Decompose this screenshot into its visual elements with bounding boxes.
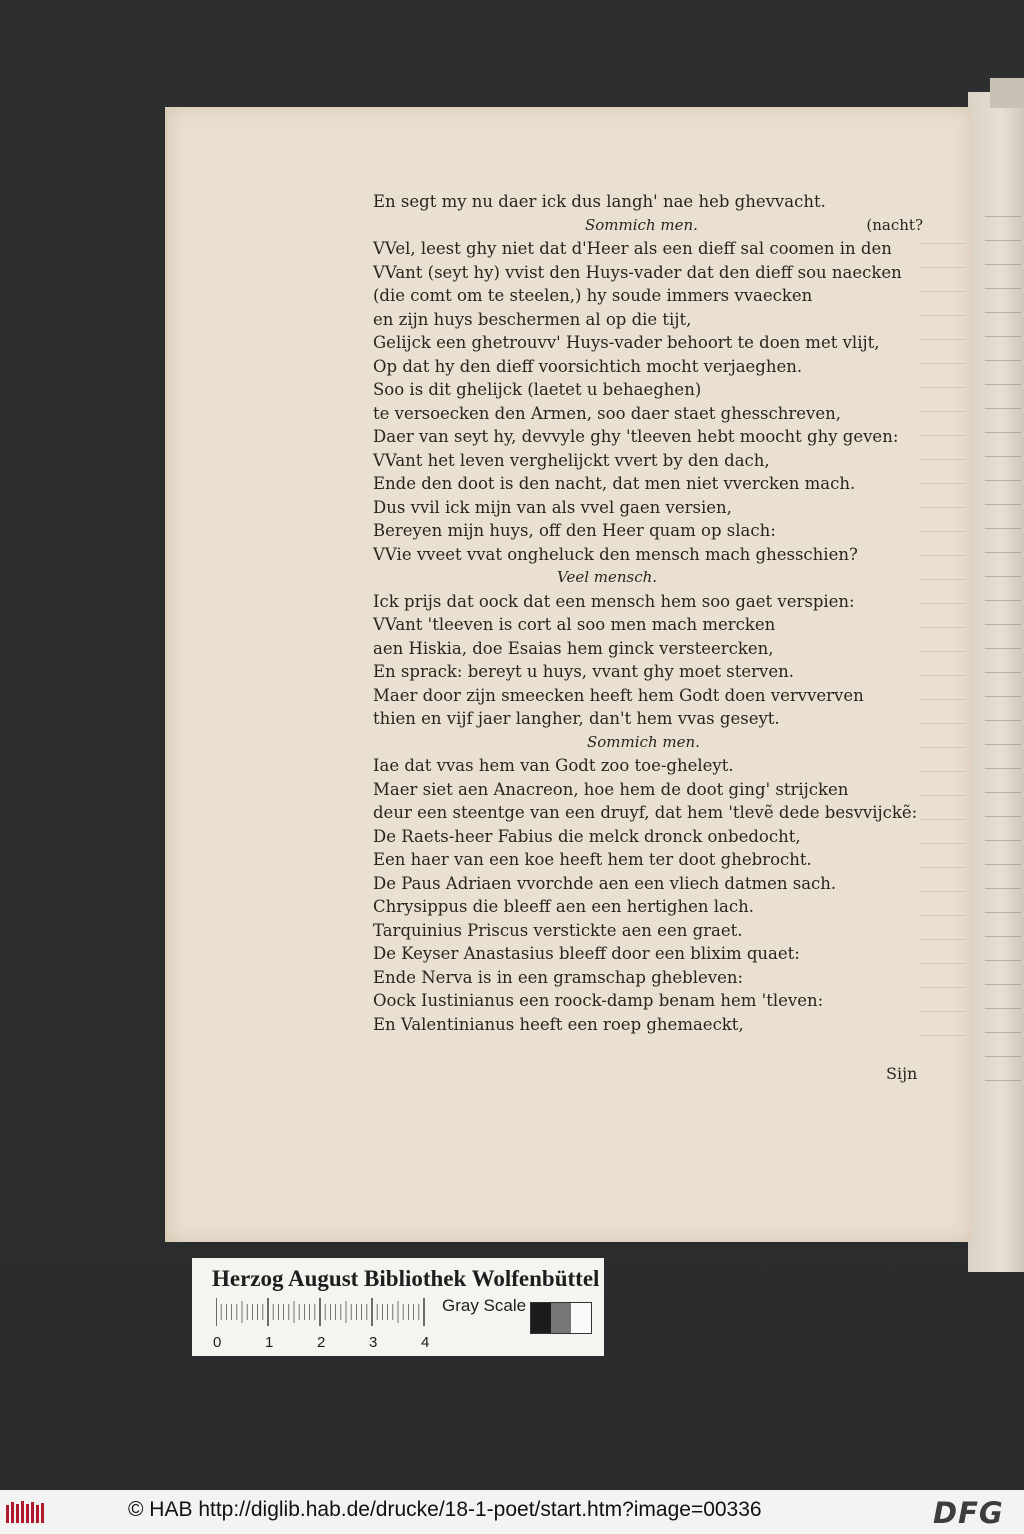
text-line: En Valentinianus heeft een roep ghemaeckt, [373, 1014, 744, 1034]
speaker-heading: Sommich men. [585, 215, 698, 234]
text-line: aen Hiskia, doe Esaias hem ginck versteercken, [373, 638, 774, 658]
ruler-scale [216, 1298, 426, 1326]
facing-page-text-bleed [985, 200, 1021, 1100]
ruler-number: 1 [265, 1334, 274, 1351]
text-line: Een haer van een koe heeft hem ter doot ghebrocht. [373, 850, 812, 869]
text-line: Bereyen mijn huys, off den Heer quam op slach: [373, 521, 776, 540]
library-title: Herzog August Bibliothek Wolfenbüttel [212, 1266, 600, 1291]
text-line: thien en vijf jaer langher, dan't hem vvas geseyt. [373, 709, 780, 728]
ruler-number: 3 [369, 1334, 378, 1351]
text-line: Oock Iustinianus een roock-damp benam hem 'tleven: [373, 991, 824, 1010]
text-line: Chrysippus die bleeff aen een hertighen lach. [373, 897, 754, 916]
text-line: De Keyser Anastasius bleeff door een blixim quaet: [373, 944, 800, 963]
text-line: VVie vveet vvat ongheluck den mensch mach ghesschien? [373, 544, 858, 564]
facing-page-corner [990, 78, 1024, 108]
gray-scale-label: Gray Scale [442, 1296, 527, 1315]
text-line: De Paus Adriaen vvorchde aen een vliech datmen sach. [373, 873, 837, 893]
library-scale-card [192, 1258, 604, 1356]
text-line: De Raets-heer Fabius die melck dronck onbedocht, [373, 826, 801, 846]
text-line: Tarquinius Priscus versticktе aen een graet. [373, 920, 743, 940]
hab-logo-icon [6, 1499, 46, 1526]
text-line: en zijn huys beschermen al op die tijt, [373, 309, 692, 329]
ruler-number: 4 [421, 1334, 430, 1351]
text-line: Maer siet aen Anacreon, hoe hem de doot ging' strijcken [373, 779, 849, 799]
footer-bar [0, 1490, 1024, 1534]
text-line: VVant (seyt hy) vvist den Huys-vader dat den dieff sou naecken [373, 262, 902, 282]
text-line: Ende Nerva is in een gramschap ghebleven: [373, 967, 744, 987]
text-line: VVant 'tleeven is cort al soo men mach mercken [373, 615, 776, 634]
text-line: En segt my nu daer ick dus langh' nae heb ghevvacht. [373, 192, 826, 211]
text-line: VVant het leven verghelijckt vvert by den dach, [373, 450, 770, 470]
heading-line [373, 214, 933, 238]
speaker-heading: Sommich men. [587, 732, 700, 751]
text-line: Soo is dit ghelijck (laetet u behaeghen) [373, 380, 702, 399]
ruler-number: 0 [213, 1334, 222, 1351]
dfg-logo: DFG [933, 1496, 1004, 1530]
page-text [373, 190, 933, 1036]
ruler-number: 2 [317, 1334, 326, 1351]
text-line: En sprack: bereyt u huys, vvant ghy moet sterven. [373, 662, 794, 681]
text-line: Op dat hy den dieff voorsichtich mocht verjaeghen. [373, 356, 803, 376]
text-line: (die comt om te steelen,) hy soude immers vvaecken [373, 286, 813, 305]
text-line: Maer door zijn smeecken heeft hem Godt doen vervverven [373, 685, 864, 705]
text-line: Ende den doot is den nacht, dat men niet vvercken mach. [373, 474, 856, 493]
text-line: Dus vvil ick mijn van als vvel gaen versien, [373, 497, 732, 517]
text-line: Iae dat vvas hem van Godt zoo toe-gheleyt. [373, 756, 734, 775]
text-line: Ick prijs dat oock dat een mensch hem soo gaet verspien: [373, 591, 855, 611]
turnover-note: (nacht? [866, 215, 923, 234]
text-line: deur een steentge van een druyf, dat hem 'tlevẽ dede besvvijckẽ: [373, 803, 918, 822]
copyright-url: © HAB http://diglib.hab.de/drucke/18-1-poet/start.htm?image=00336 [128, 1498, 762, 1521]
gray-scale-swatches [530, 1302, 592, 1334]
text-line: Daer van seyt hy, devvyle ghy 'tleeven hebt moocht ghy geven: [373, 427, 899, 446]
text-line: Gelijck een ghetrouvv' Huys-vader behoort te doen met vlijt, [373, 333, 880, 352]
speaker-heading: Veel mensch. [557, 568, 658, 586]
catchword: Sijn [886, 1064, 918, 1083]
text-line: VVel, leest ghy niet dat d'Heer als een dieff sal coomen in den [373, 239, 892, 258]
text-line: te versoecken den Armen, soo daer staet ghesschreven, [373, 403, 842, 423]
